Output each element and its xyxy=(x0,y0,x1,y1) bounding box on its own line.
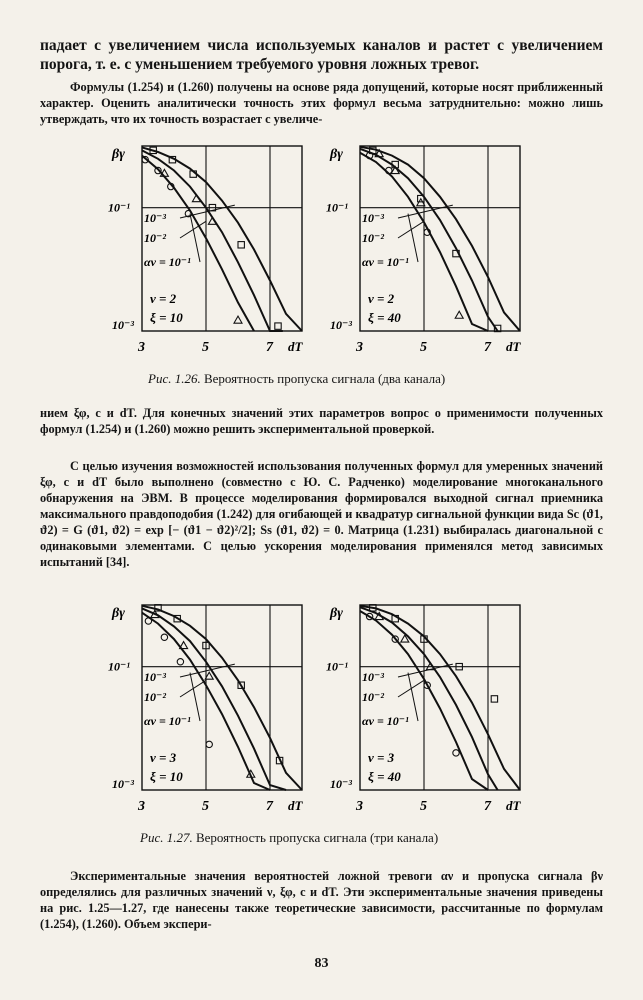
x-tick-label: 5 xyxy=(420,799,427,814)
plot-fig126-left xyxy=(108,146,303,355)
x-tick-label: 3 xyxy=(356,799,363,814)
y-tick-label: 10⁻¹ xyxy=(326,200,348,215)
plot-fig126-right xyxy=(326,146,521,355)
x-tick-label: 5 xyxy=(202,340,209,355)
x-tick-label: 7 xyxy=(266,799,273,814)
curve-label: 10⁻³ xyxy=(362,211,384,225)
data-point-circle xyxy=(177,659,183,665)
y-tick-label: 10⁻³ xyxy=(330,777,352,791)
caption-fig126 xyxy=(148,371,445,387)
curve-label: 10⁻² xyxy=(144,231,166,245)
curve-label-leader xyxy=(398,664,453,677)
curve-label-leader xyxy=(408,214,418,262)
curve-label-leader xyxy=(190,673,200,721)
curve-label: 10⁻² xyxy=(362,231,384,245)
y-tick-label: 10⁻³ xyxy=(112,318,134,332)
x-axis-label: dT xyxy=(288,798,303,813)
x-tick-label: 7 xyxy=(266,340,273,355)
plot-fig127-right xyxy=(326,605,521,814)
curve-label: αν = 10⁻¹ xyxy=(362,714,409,728)
data-point-square xyxy=(491,696,497,702)
data-point-circle xyxy=(145,618,151,624)
curve-label: 10⁻³ xyxy=(362,670,384,684)
y-tick-label: 10⁻³ xyxy=(330,318,352,332)
x-axis-label: dT xyxy=(288,339,303,354)
curve-label: αν = 10⁻¹ xyxy=(362,255,409,269)
caption-fig127-label: Рис. 1.27. xyxy=(140,830,193,845)
caption-fig126-label: Рис. 1.26. xyxy=(148,371,201,386)
data-point-triangle xyxy=(234,316,242,323)
curve-label: αν = 10⁻¹ xyxy=(144,255,191,269)
y-axis-label: βγ xyxy=(330,147,343,162)
x-tick-label: 3 xyxy=(138,340,145,355)
y-tick-label: 10⁻³ xyxy=(112,777,134,791)
curve-label: 10⁻³ xyxy=(144,211,166,225)
param-nu: ν = 3 xyxy=(150,750,177,765)
x-axis-label: dT xyxy=(506,339,521,354)
data-point-triangle xyxy=(180,642,188,649)
caption-fig127 xyxy=(140,830,438,846)
x-tick-label: 3 xyxy=(356,340,363,355)
page-number: 83 xyxy=(314,956,329,971)
data-point-triangle xyxy=(455,311,463,318)
plot-fig127-left xyxy=(108,605,303,814)
paragraph-continuation: нием ξφ, c и dT. Для конечных значений этих параметров вопрос о применимости полученных формул (1.254) и (1.260) можно решить экспериментальной проверкой. xyxy=(40,406,603,436)
x-tick-label: 5 xyxy=(420,340,427,355)
param-nu: ν = 3 xyxy=(368,750,395,765)
data-point-square xyxy=(275,323,281,329)
caption-fig127-text: Вероятность пропуска сигнала (три канала) xyxy=(195,830,439,845)
paragraph-formulas: Формулы (1.254) и (1.260) получены на основе ряда допущений, которые носят приближенный характер. Оценить аналитически точность этих формул весьма затруднительно: можно лишь утверждать, что их точность возрастает с увеличе- xyxy=(40,80,603,126)
curve-label-leader xyxy=(408,673,418,721)
x-tick-label: 7 xyxy=(484,799,491,814)
param-xi: ξ = 40 xyxy=(368,310,401,325)
x-tick-label: 3 xyxy=(138,799,145,814)
param-xi: ξ = 40 xyxy=(368,769,401,784)
curve-label-leader xyxy=(398,205,453,218)
data-point-square xyxy=(238,242,244,248)
caption-fig126-text: Вероятность пропуска сигнала (два канала) xyxy=(203,371,446,386)
y-axis-label: βγ xyxy=(330,606,343,621)
param-xi: ξ = 10 xyxy=(150,310,183,325)
y-axis-label: βγ xyxy=(112,147,125,162)
param-xi: ξ = 10 xyxy=(150,769,183,784)
curve-label: 10⁻² xyxy=(144,690,166,704)
y-tick-label: 10⁻¹ xyxy=(326,659,348,674)
curve-label: 10⁻³ xyxy=(144,670,166,684)
param-nu: ν = 2 xyxy=(150,291,177,306)
y-tick-label: 10⁻¹ xyxy=(108,659,130,674)
curve-label: 10⁻² xyxy=(362,690,384,704)
x-axis-label: dT xyxy=(506,798,521,813)
curve-label: αν = 10⁻¹ xyxy=(144,714,191,728)
data-point-circle xyxy=(453,750,459,756)
data-point-circle xyxy=(206,741,212,747)
paragraph-intro: падает с увеличением числа используемых каналов и растет с увеличением порога, т. е. с уменьшением требуемого уровня ложных тревог. xyxy=(40,37,603,73)
paragraph-experiment: Экспериментальные значения вероятностей ложной тревоги αν и пропуска сигнала βν определялись для различных значений ν, ξφ, c и dT. Эти экспериментальные значения приведены на рис. 1.25—1.27, где нанесены также теоретические зависимости, рассчитанные по формулам (1.254), (1.260). Объем экспери- xyxy=(40,869,603,931)
x-tick-label: 5 xyxy=(202,799,209,814)
data-point-circle xyxy=(161,634,167,640)
param-nu: ν = 2 xyxy=(368,291,395,306)
y-tick-label: 10⁻¹ xyxy=(108,200,130,215)
paragraph-modeling: С целью изучения возможностей использования полученных формул для умеренных значений ξφ, c и dT было выполнено (совместно с Ю. С. Радченко) моделирование многоканального обнаружения на ЭВМ. В процессе моделирования формировался выходной сигнал приемника максимального правдоподобия (1.242) для огибающей и квадратур сигнальной функции вида Sc (ϑ1, ϑ2) = G (ϑ1, ϑ2) = exp [− (ϑ1 − ϑ2)²/2]; Ss (ϑ1, ϑ2) = 0. Матрица (1.231) выбиралась диагональной с одинаковыми элементами. С целью ускорения моделирования применялся метод зависимых испытаний [34]. xyxy=(40,459,603,569)
y-axis-label: βγ xyxy=(112,606,125,621)
x-tick-label: 7 xyxy=(484,340,491,355)
